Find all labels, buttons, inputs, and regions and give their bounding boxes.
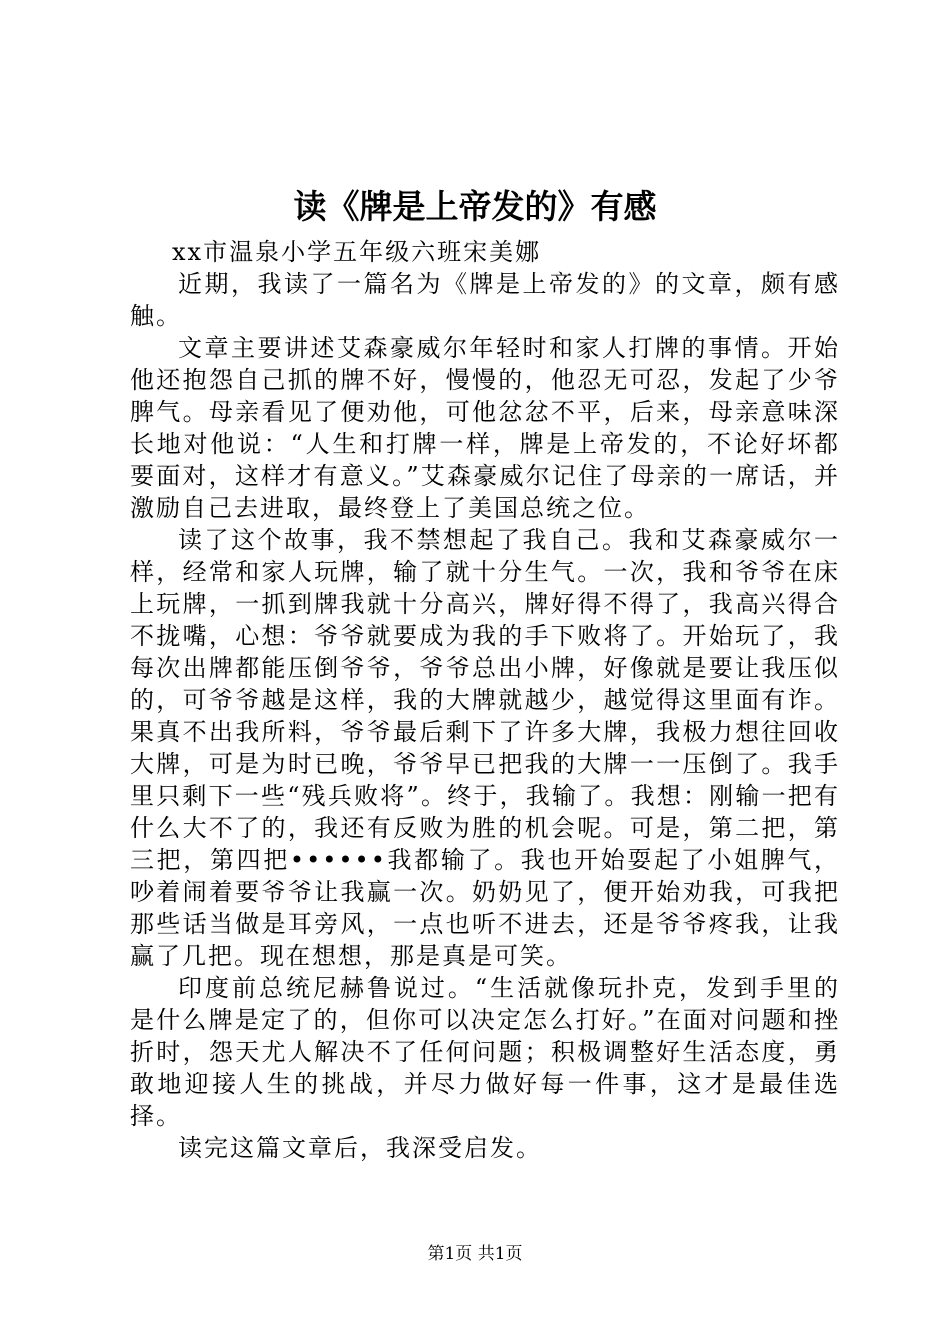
paragraph-personal-story: 读了这个故事，我不禁想起了我自己。我和艾森豪威尔一样，经常和家人玩牌，输了就十分生气。一次，我和爷爷在床上玩牌，一抓到牌我就十分高兴，牌好得不得了，我高兴得合不拢嘴，心想：爷爷就要成为我的手下败将了。开始玩了，我每次出牌都能压倒爷爷，爷爷总出小牌，好像就是要让我压似的，可爷爷越是这样，我的大牌就越少，越觉得这里面有诈。果真不出我所料，爷爷最后剩下了许多大牌，我极力想往回收大牌，可是为时已晚，爷爷早已把我的大牌一一压倒了。我手里只剩下一些“残兵败将”。终于，我输了。我想：刚输一把有什么大不了的，我还有反败为胜的机会呢。可是，第二把，第三把，第四把••••••我都输了。我也开始耍起了小姐脾气，吵着闹着要爷爷让我赢一次。奶奶见了，便开始劝我，可我把那些话当做是耳旁风，一点也听不进去，还是爷爷疼我，让我赢了几把。现在想想，那是真是可笑。	[130, 526, 840, 970]
paragraph-nehru-quote: 印度前总统尼赫鲁说过。“生活就像玩扑克，发到手里的是什么牌是定了的，但你可以决定怎么打好。”在面对问题和挫折时，怨天尤人解决不了任何问题；积极调整好生活态度，勇敢地迎接人生的挑战，并尽力做好每一件事，这才是最佳选择。	[130, 974, 840, 1130]
document-body	[130, 236, 840, 1164]
author-line: xx市温泉小学五年级六班宋美娜	[172, 238, 542, 266]
page-footer: 第1页 共1页	[427, 1244, 523, 1264]
paragraph-conclusion: 读完这篇文章后，我深受启发。	[178, 1134, 542, 1162]
paragraph-intro: 近期，我读了一篇名为《牌是上帝发的》的文章，颇有感触。	[130, 270, 840, 330]
document-title: 读《牌是上帝发的》有感	[293, 187, 657, 226]
paragraph-story-summary: 文章主要讲述艾森豪威尔年轻时和家人打牌的事情。开始他还抱怨自己抓的牌不好，慢慢的，他忍无可忍，发起了少爷脾气。母亲看见了便劝他，可他忿忿不平，后来，母亲意味深长地对他说：“人生和打牌一样，牌是上帝发的，不论好坏都要面对，这样才有意义。”艾森豪威尔记住了母亲的一席话，并激励自己去进取，最终登上了美国总统之位。	[130, 334, 840, 522]
